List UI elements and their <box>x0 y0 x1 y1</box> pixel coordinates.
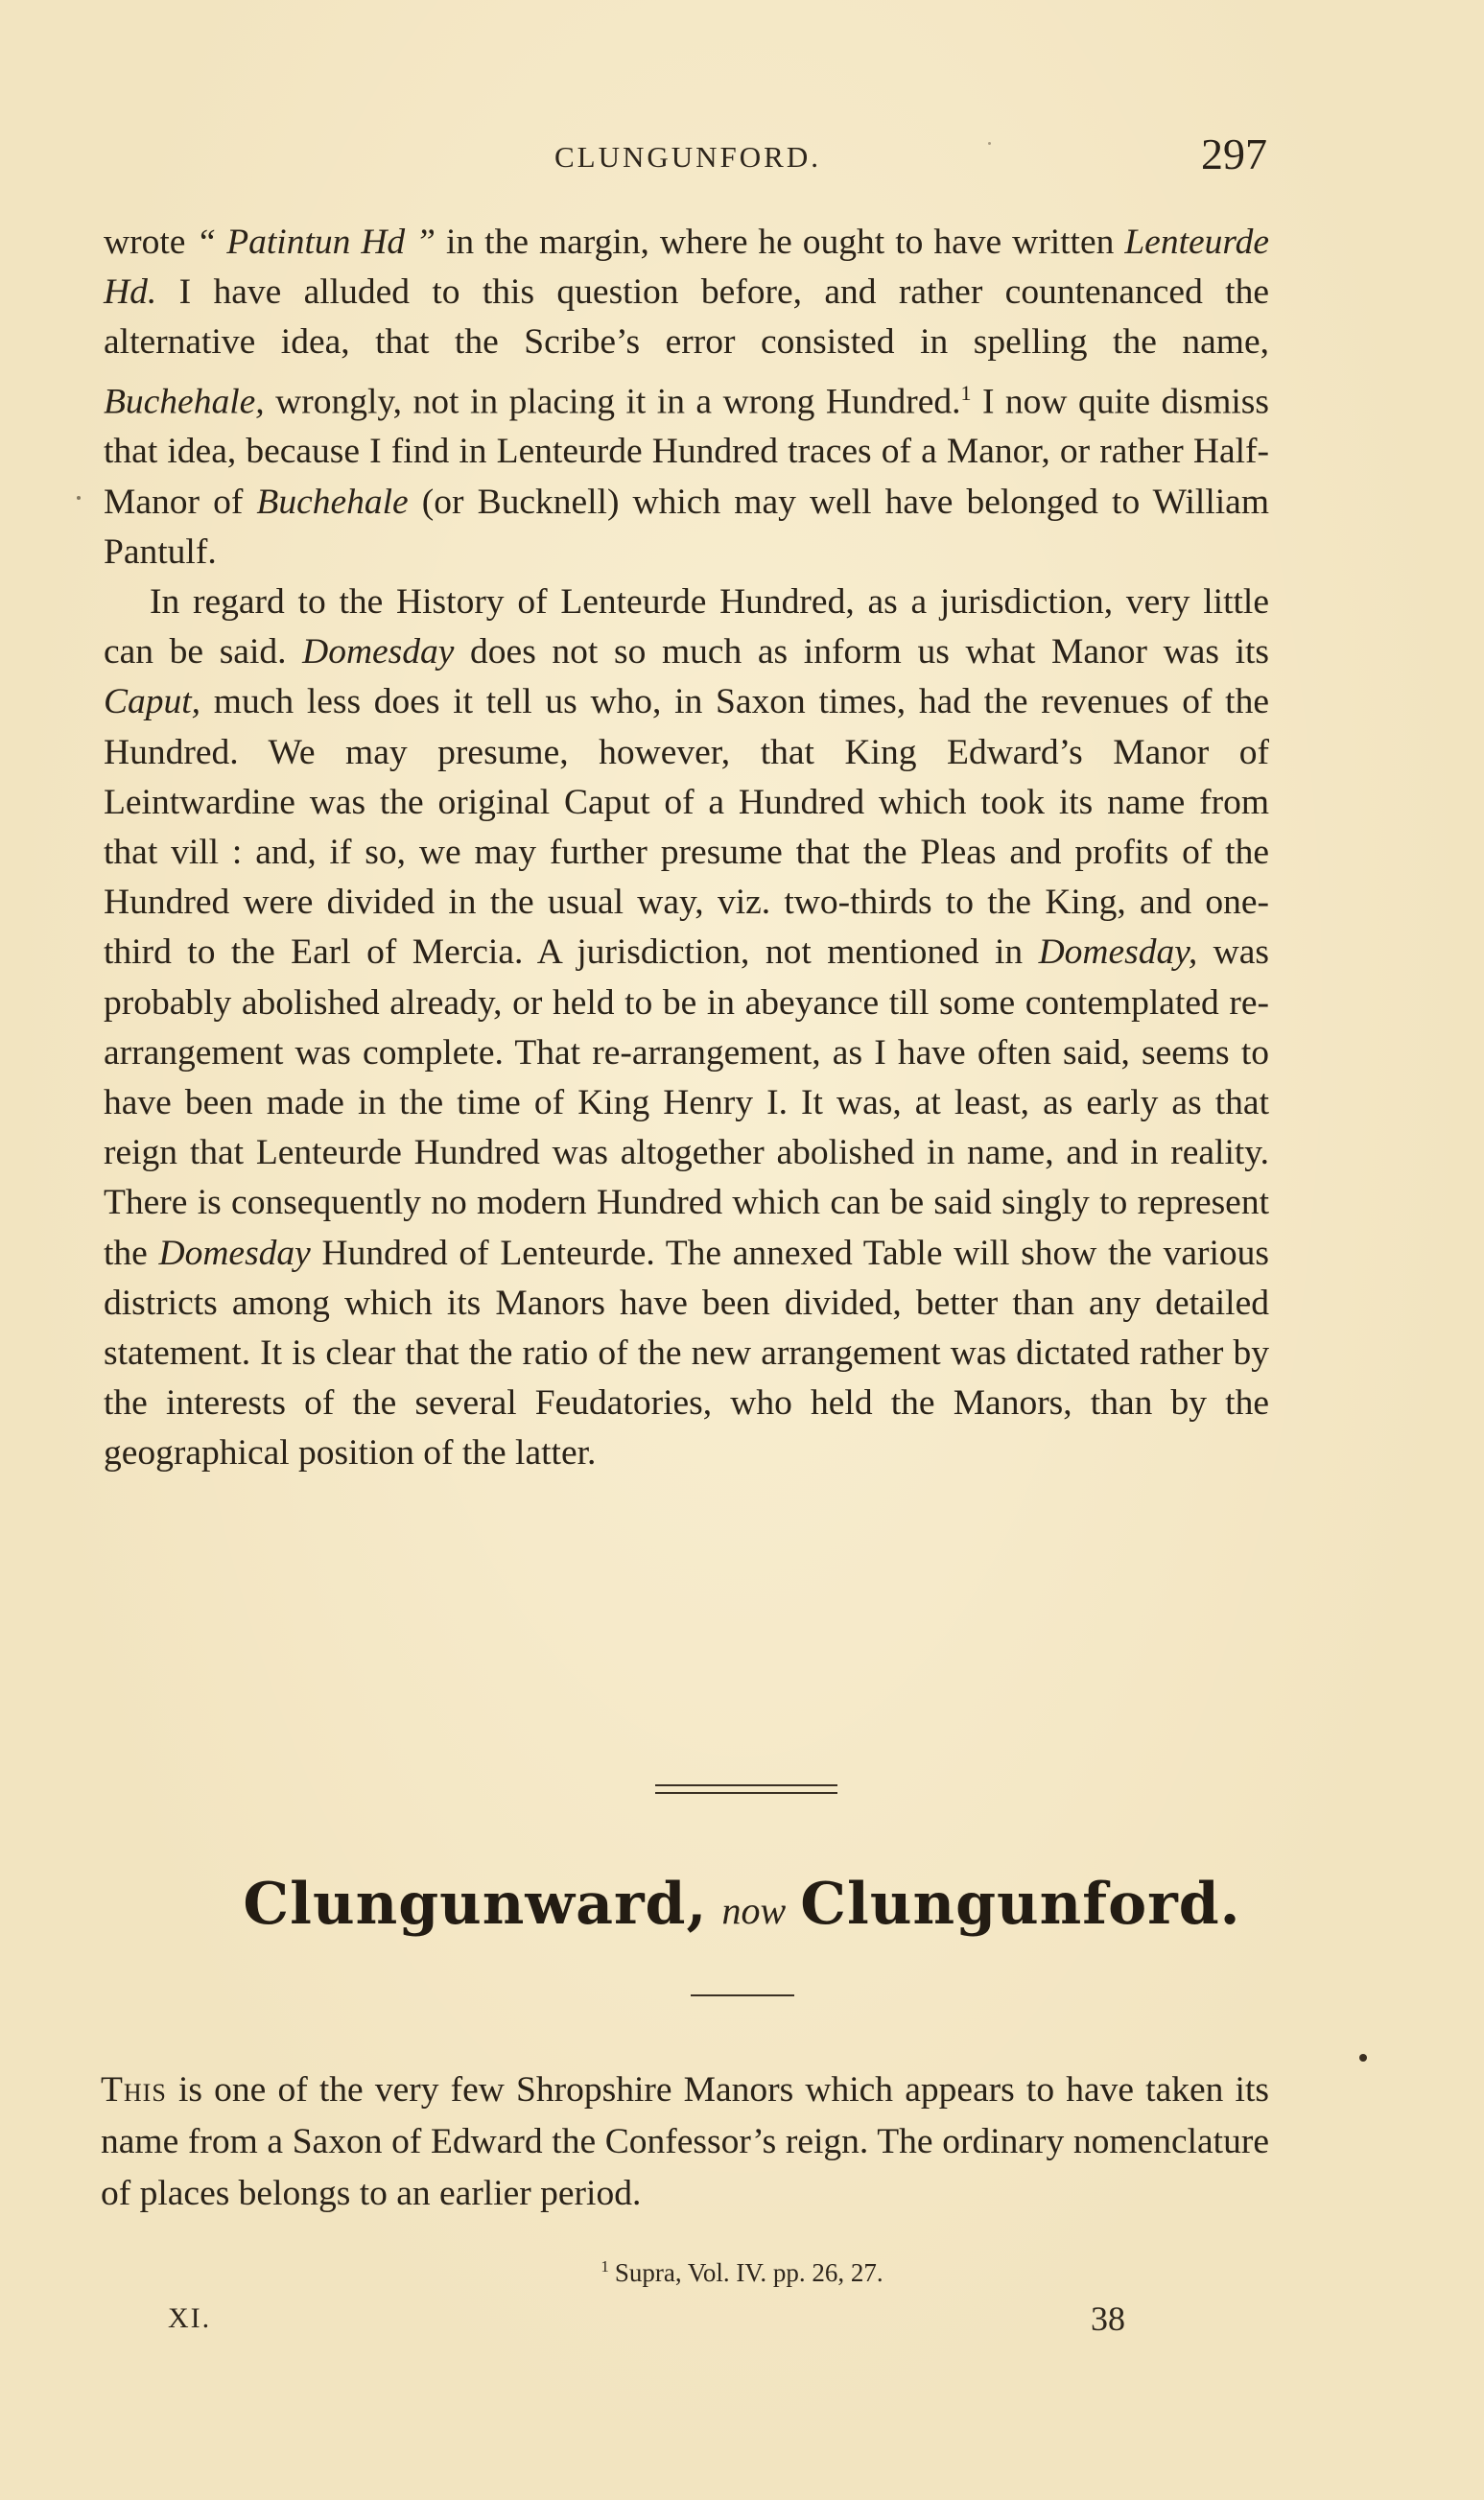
ink-speck <box>1359 2054 1367 2062</box>
text-run: wrote <box>104 223 197 262</box>
body-text <box>104 218 1269 1479</box>
double-rule-bottom <box>655 1792 837 1794</box>
signature-volume: XI. <box>168 2302 212 2334</box>
page-number: 297 <box>1201 130 1267 178</box>
paragraph <box>104 578 1269 1479</box>
text-run: In regard to the History of Lenteurde Hundred, as a jurisdiction, very little can be said. <box>104 581 1269 672</box>
text-run: I now quite dismiss that idea, because I find in Lenteurde Hundred traces of a Manor, or rather Half-Manor of <box>104 382 1269 522</box>
ink-speck <box>988 142 991 145</box>
heading-new-name: Clungunford. <box>800 1871 1241 1938</box>
footnote-marker: 1 <box>601 2257 609 2276</box>
signature-number: 38 <box>1091 2300 1125 2338</box>
ink-speck <box>77 496 81 500</box>
intro-paragraph <box>101 2064 1269 2220</box>
italic-text: Lenteurde Hd. <box>104 223 1269 313</box>
paragraph <box>104 218 1269 578</box>
footnote-text: Supra, Vol. IV. pp. 26, 27. <box>614 2258 883 2287</box>
text-run: (or Bucknell) which may well have belonged to William Pantulf. <box>104 482 1269 572</box>
intro-lead-word: This <box>101 2070 167 2110</box>
text-run: was probably abolished already, or held to be in abeyance till some contemplated re-arrangement was complete. That re-arrangement, as I have often said, seems to have been made in the time of King Henry I. It was, at least, as early as that reign that Lenteurde Hundred was altogether abolished in name, and in reality. There is consequently no modern Hundred which can be said singly to represent the <box>104 932 1269 1273</box>
italic-text: Buchehale <box>256 482 409 522</box>
text-run: Hundred of Lenteurde. The annexed Table will show the various districts among which its Manors have been divided, better than any detailed statement. It is clear that the ratio of the new arrangement was dictated rather by the interests of the several Feudatories, who held the Manors, than by the geographical position of the latter. <box>104 1233 1269 1474</box>
heading-old-name: Clungunward, <box>243 1871 708 1938</box>
italic-text: Buchehale, <box>104 382 265 422</box>
footnote <box>0 2257 1484 2288</box>
text-run: in the margin, where he ought to have written <box>436 223 1125 262</box>
single-rule <box>691 1994 794 1996</box>
section-heading <box>0 1871 1484 1938</box>
footnote-ref: 1 <box>960 380 972 405</box>
text-run: I have alluded to this question before, and rather countenanced the alternative idea, that the Scribe’s error consisted in spelling the name, <box>104 272 1269 363</box>
italic-text: Domesday, <box>1038 932 1198 973</box>
italic-text: Caput, <box>104 682 201 722</box>
running-title: CLUNGUNFORD. <box>554 140 821 174</box>
double-rule-top <box>655 1784 837 1786</box>
text-run: does not so much as inform us what Manor was its <box>454 632 1269 672</box>
text-run: wrongly, not in placing it in a wrong Hundred. <box>264 382 961 422</box>
italic-text: Domesday <box>158 1233 311 1273</box>
italic-text: Domesday <box>302 632 455 672</box>
intro-rest: is one of the very few Shropshire Manors which appears to have taken its name from a Saxon of Edward the Confessor’s reign. The ordinary nomenclature of places belongs to an earlier period. <box>101 2070 1269 2213</box>
running-head <box>0 130 1484 192</box>
text-run: much less does it tell us who, in Saxon times, had the revenues of the Hundred. We may presume, however, that King Edward’s Manor of Leintwardine was the original Caput of a Hundred which took its name from that vill : and, if so, we may further presume that the Pleas and profits of the Hundred were divided in the usual way, viz. two-thirds to the King, and one-third to the Earl of Mercia. A jurisdiction, not mentioned in <box>104 682 1269 973</box>
italic-text: “ Patintun Hd ” <box>196 223 436 262</box>
heading-now: now <box>721 1889 787 1932</box>
